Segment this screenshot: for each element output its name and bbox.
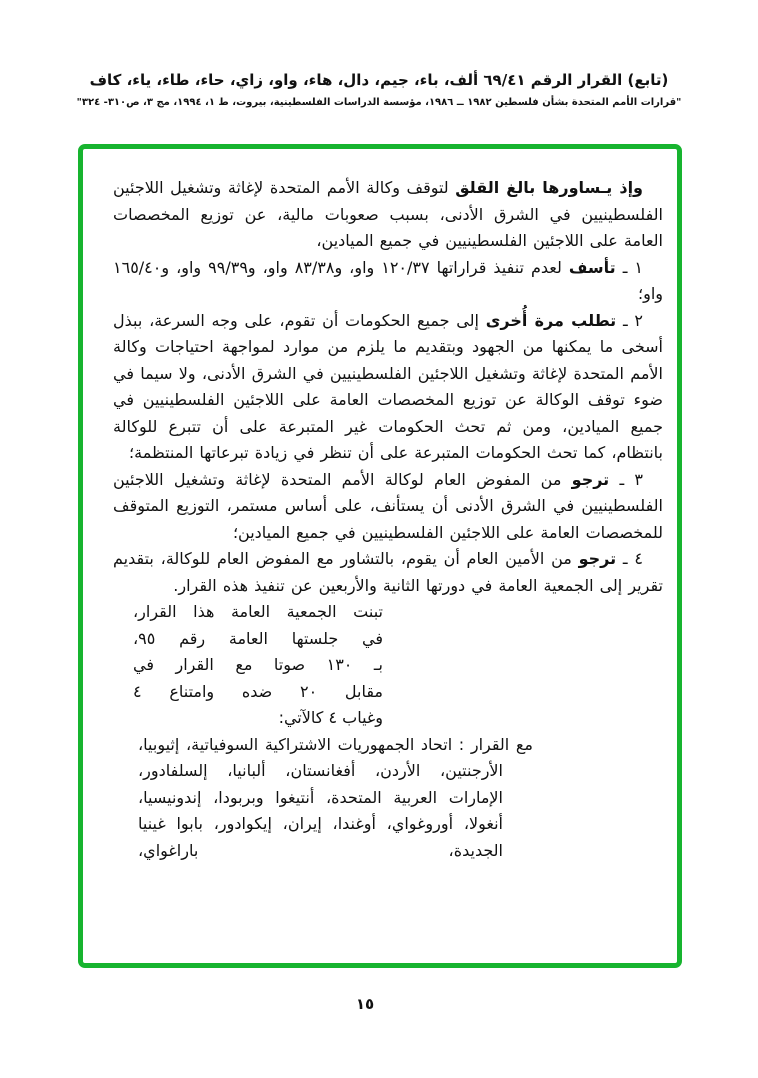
vote-label: مع القرار : [458, 734, 533, 754]
adoption-summary-block [133, 599, 383, 732]
adoption-line: مقابل ٢٠ ضده وامتناع ٤ [133, 681, 383, 701]
preamble-lead: وإذ يـساورها بالغ القلق [455, 178, 643, 197]
vote-countries: اتحاد الجمهوريات الاشتراكية السوفياتية، إثيوبيا، الأرجنتين، الأردن، أفغانستان، ألبانيا، إلسلفادور، الإمارات العربية المتحدة، أنتيغوا وبربودا، إندونيسيا، أنغولا، أوروغواي، أوغندا، إيران، إيكوادور، بابوا غينيا الجديدة، باراغواي، [138, 734, 503, 860]
adoption-line: تبنت الجمعية العامة هذا القرار، [133, 602, 383, 621]
adoption-line: في جلستها العامة رقم ٩٥، [133, 628, 383, 648]
paragraph-text: من الأمين العام أن يقوم، بالتشاور مع المفوض العام للوكالة، بتقديم تقرير إلى الجمعية العامة في دورتها الثانية والأربعين عن تنفيذ هذه القرار. [113, 549, 663, 595]
adoption-line: وغياب ٤ كالآتي: [278, 708, 383, 727]
paragraph-lead: تأسف [568, 257, 616, 277]
page-header [0, 70, 758, 110]
operative-paragraph-1 [113, 255, 663, 308]
operative-paragraph-3 [113, 467, 663, 547]
green-annotation-box [78, 144, 682, 968]
resolution-body [83, 149, 677, 864]
paragraph-lead: ترجو [578, 549, 617, 568]
resolution-title: (تابع) القرار الرقم ٦٩/٤١ ألف، باء، جيم، دال، هاء، واو، زاي، حاء، طاء، ياء، كاف [89, 71, 669, 89]
preamble-text: لتوقف وكالة الأمم المتحدة لإغاثة وتشغيل اللاجئين الفلسطينيين في الشرق الأدنى، بسبب صعوبات مالية، عن توزيع المخصصات العامة على اللاجئين الفلسطينيين في جميع الميادين، [113, 178, 663, 250]
operative-paragraph-4 [113, 546, 663, 599]
paragraph-number: ٤ ـ [622, 549, 643, 568]
paragraph-number: ١ ـ [622, 257, 643, 277]
paragraph-text: من المفوض العام لوكالة الأمم المتحدة لإغاثة وتشغيل اللاجئين الفلسطينيين في الشرق الأدنى أن يستأنف، على أساس مستمر، التوزيع المتوقف للمخصصات العامة على اللاجئين الفلسطينيين في جميع الميادين؛ [113, 469, 663, 542]
source-citation: "قرارات الأمم المتحدة بشأن فلسطين ١٩٨٢ ــ ١٩٨٦، مؤسسة الدراسات الفلسطينية، بيروت، ط ١، ١٩٩٤، مج ٣، ص٣١٠- ٣٢٤" [76, 97, 682, 108]
paragraph-lead: ترجو [571, 469, 610, 489]
operative-paragraph-2 [113, 308, 663, 467]
preamble-paragraph [113, 175, 663, 255]
page-number: ١٥ [355, 995, 375, 1013]
paragraph-text: إلى جميع الحكومات أن تقوم، على وجه السرعة، ببذل أسخى ما يمكنها من الجهود وبتقديم ما يلزم من موارد لمواجهة احتياجات وكالة الأمم المتحدة لإغاثة وتشغيل اللاجئين الفلسطينيين في الشرق الأدنى، ولا سيما في ضوء توقف الوكالة عن توزيع المخصصات العامة على اللاجئين الفلسطينيين في جميع الميادين، ومن ثم تحث الحكومات غير المتبرعة على أن تتبرع للوكالة بانتظام، كما تحث الحكومات المتبرعة على أن تنظر في زيادة تبرعاتها المنتظمة؛ [113, 310, 663, 462]
paragraph-number: ٢ ـ [622, 310, 644, 330]
paragraph-text: لعدم تنفيذ قراراتها ١٢٠/٣٧ واو، و٨٣/٣٨ واو، و٩٩/٣٩ واو، و١٦٥/٤٠ واو؛ [113, 257, 663, 303]
adoption-line: بـ ١٣٠ صوتا مع القرار في [133, 655, 383, 674]
paragraph-number: ٣ ـ [619, 469, 643, 489]
vote-in-favour-block [138, 732, 533, 865]
paragraph-lead: تطلب مرة أُخرى [485, 310, 617, 330]
